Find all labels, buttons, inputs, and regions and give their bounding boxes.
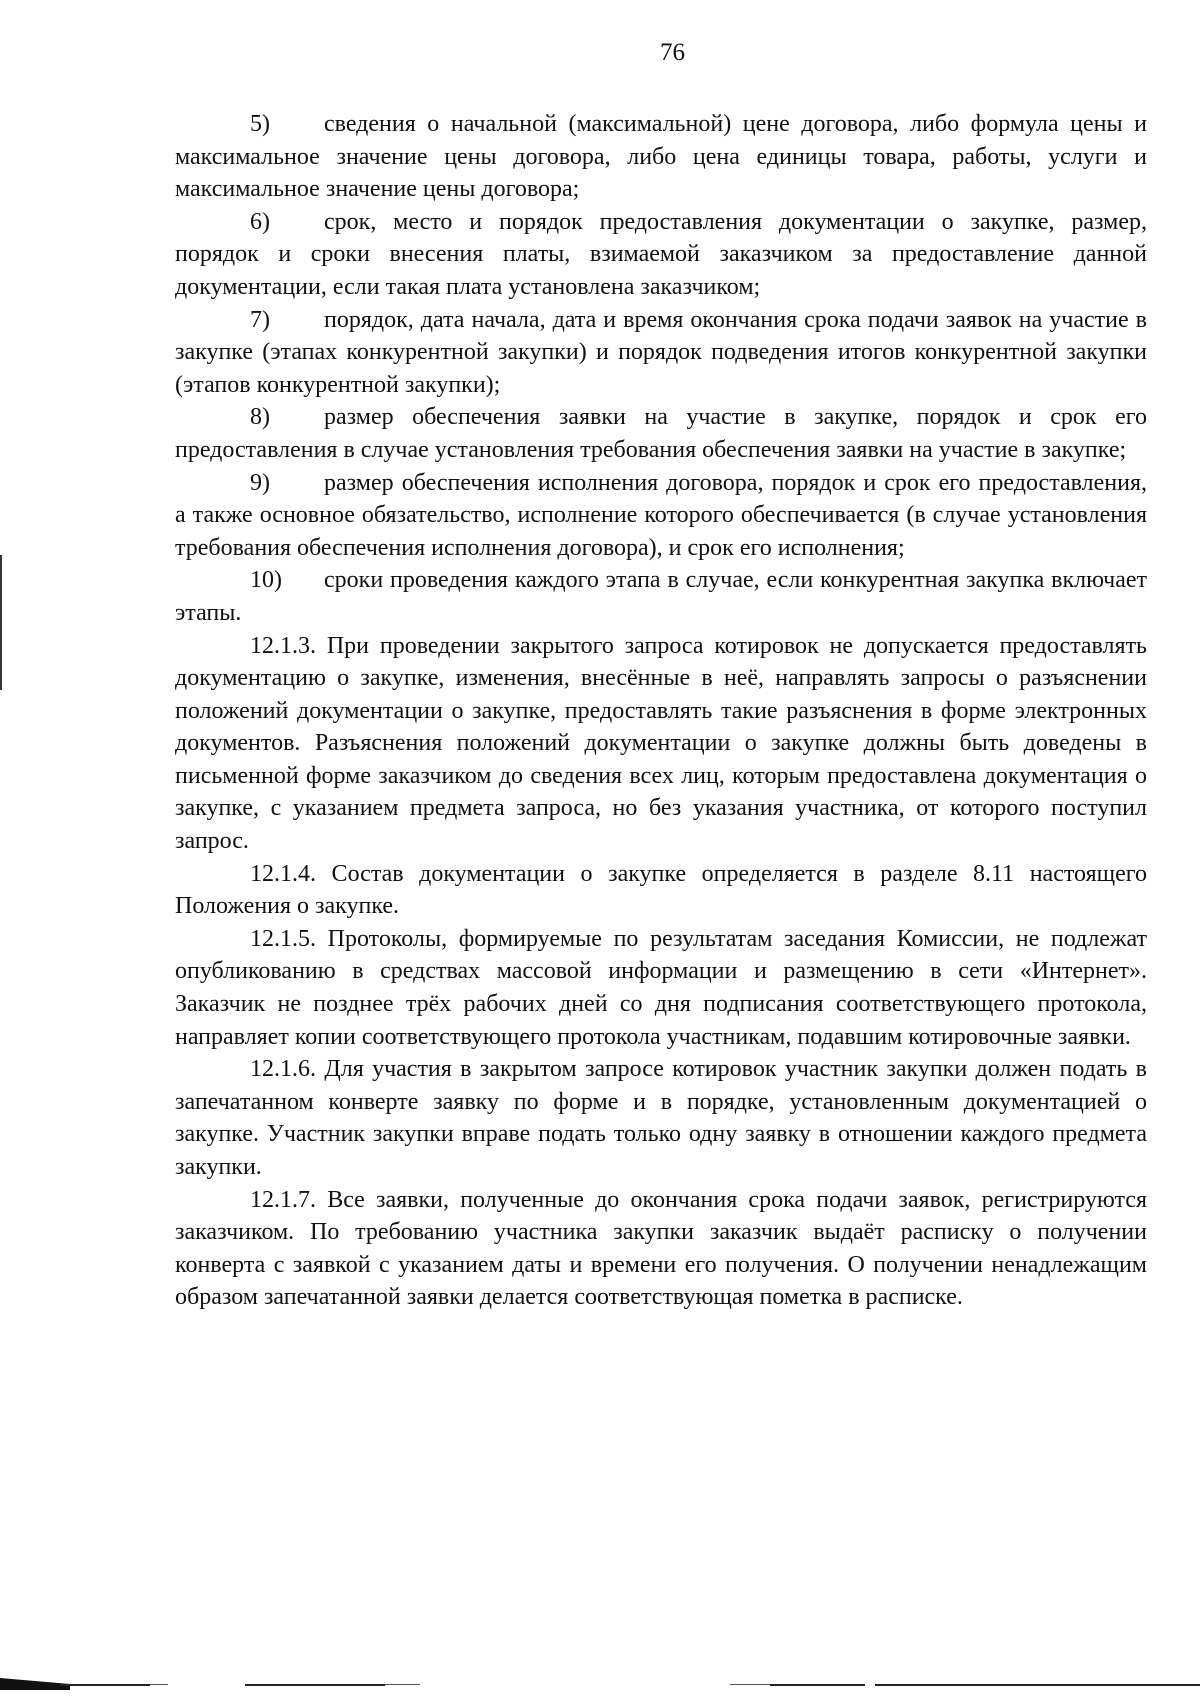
list-item-text: сведения о начальной (максимальной) цене договора, либо формула цены и максимальное значение цены договора, либо цена единицы товара, работы, услуги и максимальное значение цены договора;: [175, 111, 1147, 203]
scan-edge-line: [60, 1684, 150, 1686]
clause-12-1-4: 12.1.4. Состав документации о закупке определяется в разделе 8.11 настоящего Положения о закупке.: [175, 860, 1147, 920]
scan-edge-line: [150, 1684, 168, 1685]
list-item-number: 7): [250, 306, 270, 333]
scan-edge-line: [770, 1684, 865, 1686]
document-body: [175, 108, 1147, 1314]
list-item-number: 8): [250, 404, 270, 431]
page-number: 76: [660, 39, 685, 66]
list-item: [175, 304, 1147, 402]
scan-edge-mark: [0, 555, 2, 690]
list-item-text: размер обеспечения исполнения договора, порядок и срок его предоставления, а также основное обязательство, исполнение которого обеспечивается (в случае установления требования обеспечения исполнения договора), и срок его исполнения;: [175, 469, 1147, 561]
clause-12-1-6: 12.1.6. Для участия в закрытом запросе котировок участник закупки должен подать в запечатанном конверте заявку по форме и в порядке, установленным документацией о закупке. Участник закупки вправе подать только одну заявку в отношении каждого предмета закупки.: [175, 1056, 1147, 1180]
list-item: [175, 108, 1147, 206]
scan-edge-line: [875, 1684, 1200, 1686]
list-item-text: порядок, дата начала, дата и время окончания срока подачи заявок на участие в закупке (этапах конкурентной закупки) и порядок подведения итогов конкурентной закупки (этапов конкурентной закупки);: [175, 306, 1147, 398]
list-item-number: 10): [250, 567, 282, 594]
scan-bottom-edge: [0, 1676, 1200, 1696]
clause-12-1-5: 12.1.5. Протоколы, формируемые по результатам заседания Комиссии, не подлежат опубликованию в средствах массовой информации и размещению в сети «Интернет». Заказчик не позднее трёх рабочих дней со дня подписания соответствующего протокола, направляет копии соответствующего протокола участникам, подавшим котировочные заявки.: [175, 925, 1147, 1050]
list-item: [175, 206, 1147, 304]
list-item-number: 9): [250, 469, 270, 496]
clause-12-1-7: 12.1.7. Все заявки, полученные до окончания срока подачи заявок, регистрируются заказчиком. По требованию участника закупки заказчик выдаёт расписку о получении конверта с заявкой с указанием даты и времени его получения. О получении ненадлежащим образом запечатанной заявки делается соответствующая пометка в расписке.: [175, 1186, 1147, 1311]
list-item: [175, 401, 1147, 466]
scan-edge-line: [245, 1684, 385, 1686]
list-item-text: срок, место и порядок предоставления документации о закупке, размер, порядок и сроки внесения платы, взимаемой заказчиком за предоставление данной документации, если такая плата установлена заказчиком;: [175, 208, 1147, 300]
scan-edge-line: [730, 1684, 770, 1685]
list-item: [175, 467, 1147, 565]
list-item-number: 6): [250, 208, 270, 235]
list-item-text: сроки проведения каждого этапа в случае, если конкурентная закупка включает этапы.: [175, 567, 1147, 626]
list-item-number: 5): [250, 111, 270, 137]
clause-12-1-3: 12.1.3. При проведении закрытого запроса котировок не допускается предоставлять документацию о закупке, изменения, внесённые в неё, направлять запросы о разъяснении положений документации о закупке, предоставлять такие разъяснения в форме электронных документов. Разъяснения положений документации о закупке должны быть доведены в письменной форме заказчиком до сведения всех лиц, которым предоставлена документация о закупке, с указанием предмета запроса, но без указания участника, от которого поступил запрос.: [175, 632, 1147, 855]
scan-edge-line: [385, 1684, 420, 1685]
list-item: [175, 564, 1147, 629]
list-item-text: размер обеспечения заявки на участие в закупке, порядок и срок его предоставления в случае установления требования обеспечения заявки на участие в закупке;: [175, 404, 1147, 463]
